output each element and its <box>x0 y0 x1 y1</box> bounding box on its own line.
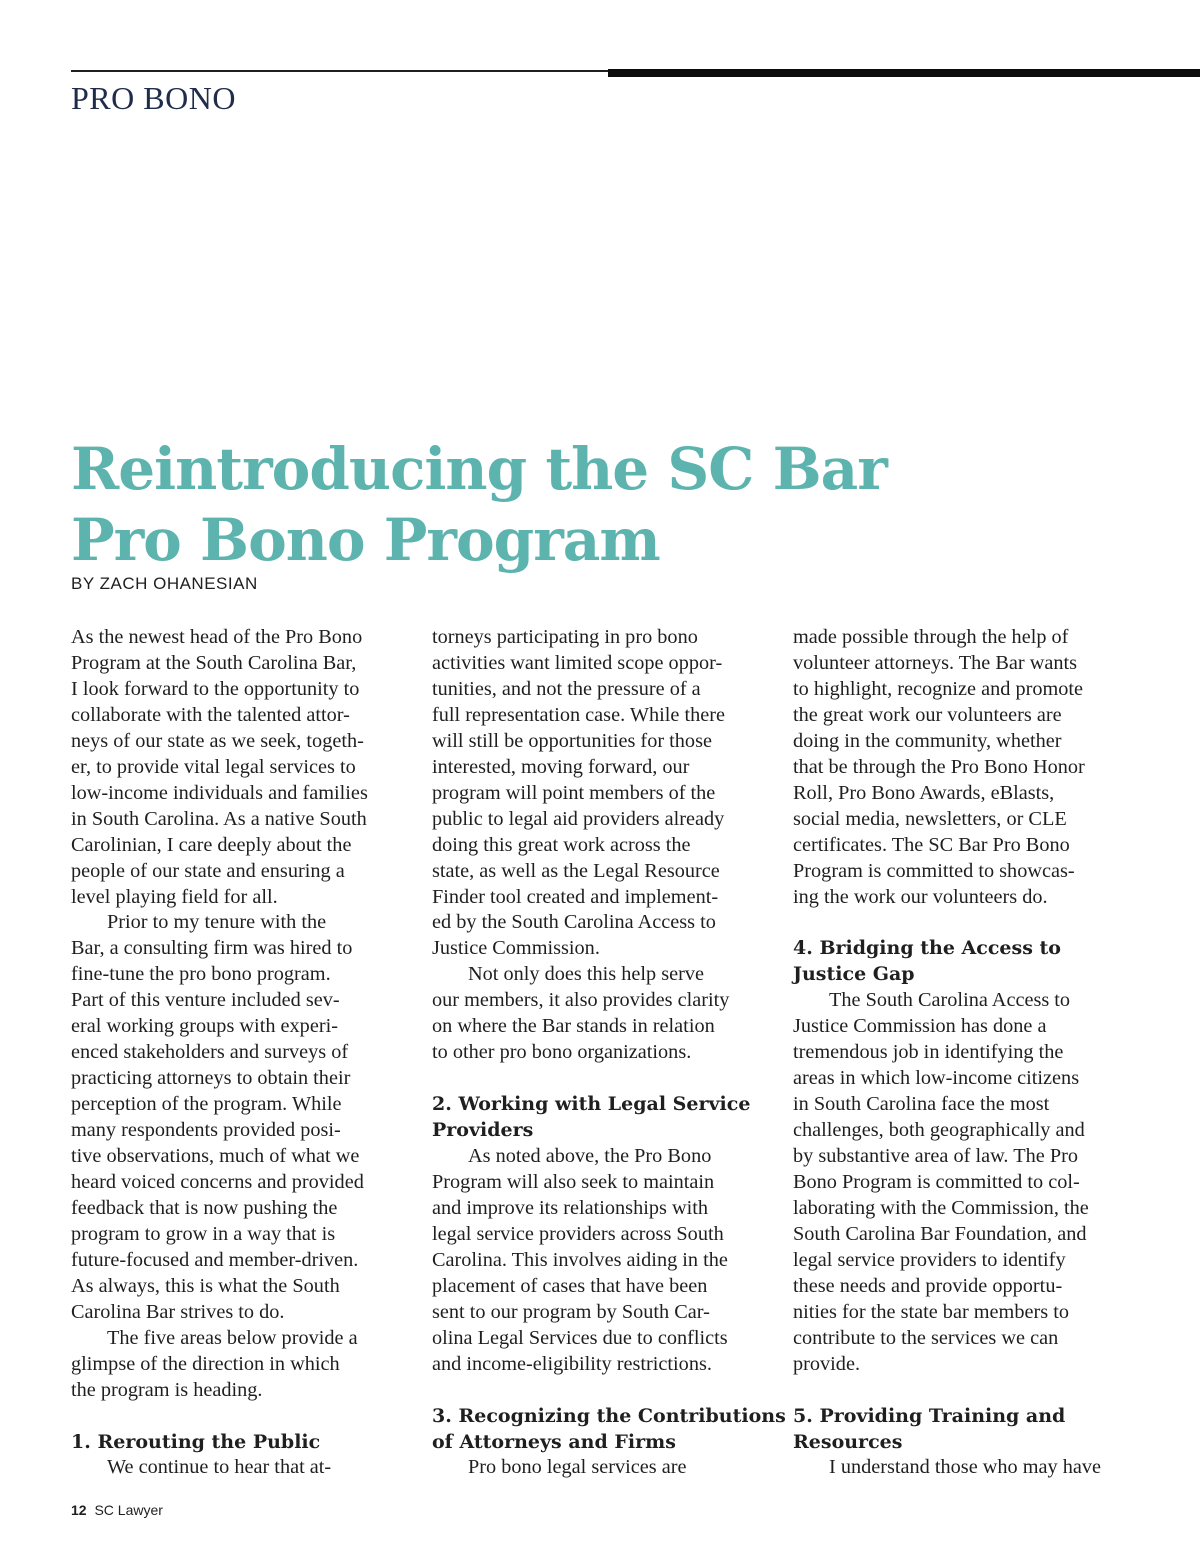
text-line: our members, it also provides clarity <box>432 989 730 1012</box>
text-line: in South Carolina. As a native South <box>71 807 367 830</box>
text-line: enced stakeholders and surveys of <box>71 1041 349 1064</box>
text-line: on where the Bar stands in relation <box>432 1015 715 1038</box>
subheading: Justice Gap <box>793 963 915 986</box>
article-title-line-1: Reintroducing the SC Bar <box>71 435 887 503</box>
text-line: to highlight, recognize and promote <box>793 677 1084 700</box>
text-line: feedback that is now pushing the <box>71 1196 338 1219</box>
text-line: in South Carolina face the most <box>793 1093 1050 1116</box>
text-line: As the newest head of the Pro Bono <box>71 626 363 648</box>
text-line: by substantive area of law. The Pro <box>793 1145 1078 1168</box>
text-line: the great work our volunteers are <box>793 703 1062 726</box>
text-line: Prior to my tenure with the <box>107 911 327 934</box>
text-line: I understand those who may have <box>829 1456 1102 1479</box>
text-line: made possible through the help of <box>793 626 1069 648</box>
text-line: Finder tool created and implement- <box>432 885 719 908</box>
paragraph-gap <box>71 1404 416 1430</box>
text-line: areas in which low-income citizens <box>793 1067 1080 1090</box>
text-line: ing the work our volunteers do. <box>793 885 1048 908</box>
text-line: laborating with the Commission, the <box>793 1196 1089 1219</box>
text-line: tive observations, much of what we <box>71 1145 360 1168</box>
text-line: As always, this is what the South <box>71 1274 340 1297</box>
text-line: social media, newsletters, or CLE <box>793 807 1067 830</box>
text-line: legal service providers across South <box>432 1222 724 1245</box>
text-line: people of our state and ensuring a <box>71 859 345 882</box>
text-line: many respondents provided posi- <box>71 1119 341 1142</box>
text-line: olina Legal Services due to conflicts <box>432 1326 728 1349</box>
text-line: the program is heading. <box>71 1378 263 1401</box>
text-line: Part of this venture included sev- <box>71 989 340 1012</box>
text-line: to other pro bono organizations. <box>432 1041 692 1064</box>
header-rule-thick <box>608 69 1200 77</box>
subheading: 3. Recognizing the Contributions <box>432 1404 786 1427</box>
text-line: full representation case. While there <box>432 703 726 726</box>
text-line: program will point members of the <box>432 781 716 804</box>
text-line: future-focused and member-driven. <box>71 1248 359 1271</box>
text-line: Carolina. This involves aiding in the <box>432 1248 728 1271</box>
text-line: heard voiced concerns and provided <box>71 1171 364 1194</box>
text-line: provide. <box>793 1352 861 1375</box>
text-line: and income-eligibility restrictions. <box>432 1352 712 1375</box>
article-title-line-2: Pro Bono Program <box>71 506 660 574</box>
body-column-2 <box>432 625 786 1481</box>
subheading: 4. Bridging the Access to <box>793 937 1061 960</box>
text-line: I look forward to the opportunity to <box>71 677 360 700</box>
text-line: Program will also seek to maintain <box>432 1171 715 1193</box>
text-line: Pro bono legal services are <box>468 1456 687 1479</box>
text-line: Roll, Pro Bono Awards, eBlasts, <box>793 781 1055 804</box>
text-line: South Carolina Bar Foundation, and <box>793 1222 1087 1245</box>
text-line: placement of cases that have been <box>432 1274 708 1297</box>
page-number: 12 <box>71 1502 87 1518</box>
text-line: activities want limited scope oppor- <box>432 651 723 674</box>
subheading: 2. Working with Legal Service <box>432 1093 751 1116</box>
text-line: Justice Commission. <box>432 937 600 960</box>
text-line: that be through the Pro Bono Honor <box>793 755 1085 778</box>
text-line: state, as well as the Legal Resource <box>432 859 720 882</box>
text-line: doing this great work across the <box>432 833 691 856</box>
text-line: practicing attorneys to obtain their <box>71 1067 351 1090</box>
body-column-3 <box>793 625 1138 1481</box>
text-line: er, to provide vital legal services to <box>71 755 356 778</box>
subheading: Providers <box>432 1119 534 1142</box>
text-line: We continue to hear that at- <box>107 1456 332 1479</box>
text-line: tunities, and not the pressure of a <box>432 677 701 700</box>
text-line: and improve its relationships with <box>432 1196 709 1219</box>
text-line: challenges, both geographically and <box>793 1119 1085 1142</box>
text-line: The South Carolina Access to <box>829 989 1071 1012</box>
text-line: contribute to the services we can <box>793 1326 1059 1349</box>
text-line: certificates. The SC Bar Pro Bono <box>793 833 1070 856</box>
article-title <box>71 434 971 576</box>
text-line: volunteer attorneys. The Bar wants <box>793 651 1078 674</box>
text-line: Not only does this help serve <box>468 963 705 986</box>
text-line: The five areas below provide a <box>107 1326 358 1349</box>
text-line: neys of our state as we seek, togeth- <box>71 729 364 752</box>
body-column-1 <box>71 625 416 1481</box>
text-line: interested, moving forward, our <box>432 755 690 778</box>
byline: BY ZACH OHANESIAN <box>71 574 258 593</box>
text-line: torneys participating in pro bono <box>432 626 698 648</box>
text-line: perception of the program. While <box>71 1093 342 1116</box>
subheading: 1. Rerouting the Public <box>71 1430 321 1453</box>
paragraph-gap <box>432 1066 777 1092</box>
text-line: public to legal aid providers already <box>432 807 725 830</box>
text-line: fine-tune the pro bono program. <box>71 963 331 986</box>
section-label: PRO BONO <box>71 80 236 116</box>
subheading: Resources <box>793 1430 903 1453</box>
text-line: legal service providers to identify <box>793 1248 1066 1271</box>
text-line: low-income individuals and families <box>71 781 368 804</box>
text-line: collaborate with the talented attor- <box>71 703 350 726</box>
text-line: Bar, a consulting firm was hired to <box>71 937 353 960</box>
paragraph-gap <box>432 1378 777 1404</box>
text-line: ed by the South Carolina Access to <box>432 911 716 934</box>
page-footer <box>71 1502 163 1518</box>
text-line: program to grow in a way that is <box>71 1222 336 1245</box>
text-line: As noted above, the Pro Bono <box>468 1145 712 1168</box>
text-line: Carolinian, I care deeply about the <box>71 833 352 856</box>
text-line: Carolina Bar strives to do. <box>71 1300 285 1323</box>
text-line: Program at the South Carolina Bar, <box>71 651 357 674</box>
text-line: doing in the community, whether <box>793 729 1062 752</box>
text-line: sent to our program by South Car- <box>432 1300 710 1323</box>
text-line: glimpse of the direction in which <box>71 1352 340 1375</box>
text-line: eral working groups with experi- <box>71 1015 338 1038</box>
subheading: 5. Providing Training and <box>793 1404 1066 1427</box>
subheading: of Attorneys and Firms <box>432 1430 676 1453</box>
text-line: level playing field for all. <box>71 885 278 908</box>
publication-name: SC Lawyer <box>94 1502 163 1518</box>
paragraph-gap <box>793 910 1138 936</box>
text-line: Justice Commission has done a <box>793 1015 1047 1038</box>
text-line: tremendous job in identifying the <box>793 1041 1064 1064</box>
text-line: Program is committed to showcas- <box>793 859 1075 882</box>
text-line: these needs and provide opportu- <box>793 1274 1063 1297</box>
header-rule-thin <box>71 70 611 72</box>
paragraph-gap <box>793 1378 1138 1404</box>
text-line: nities for the state bar members to <box>793 1300 1069 1323</box>
text-line: Bono Program is committed to col- <box>793 1171 1080 1193</box>
text-line: will still be opportunities for those <box>432 729 712 752</box>
